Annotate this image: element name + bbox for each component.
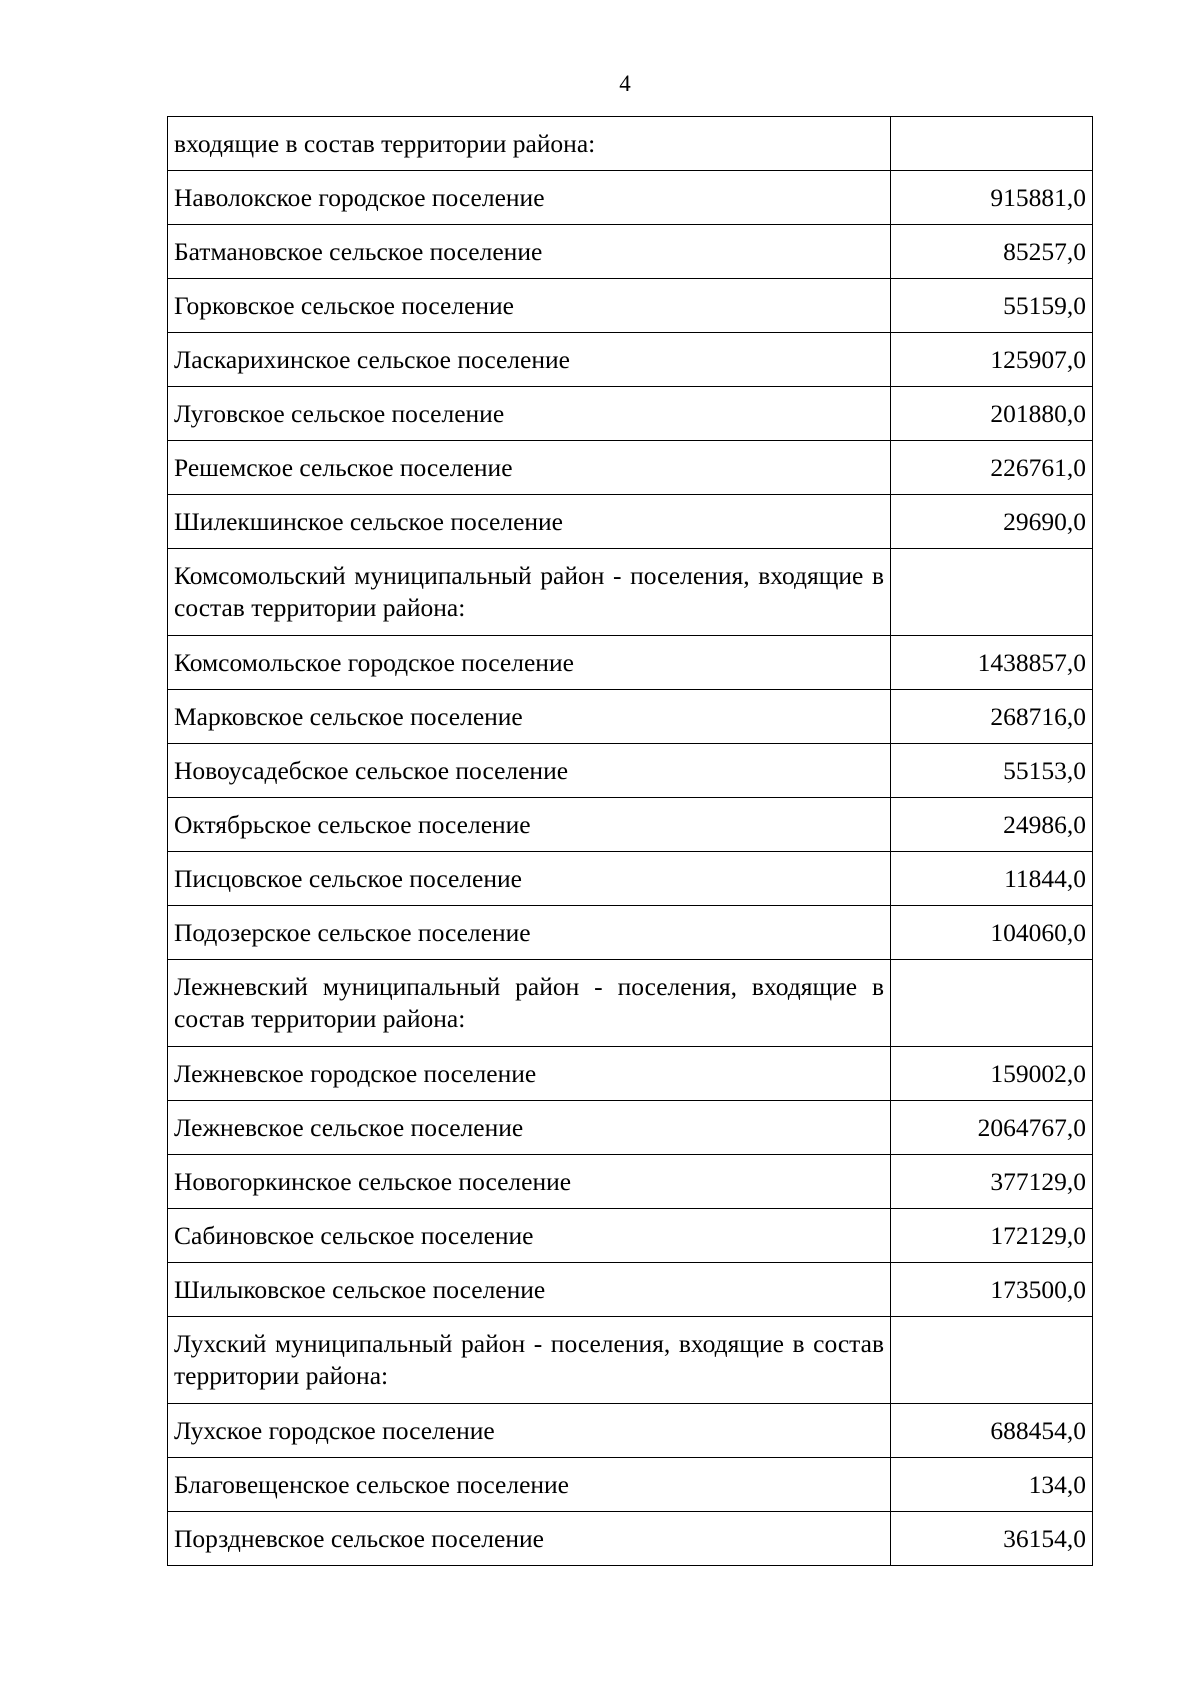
settlement-value	[891, 549, 1093, 636]
settlement-value: 1438857,0	[891, 636, 1093, 690]
table-row	[168, 279, 1093, 333]
settlement-name: Шилыковское сельское поселение	[168, 1263, 891, 1317]
table-row	[168, 906, 1093, 960]
settlement-name: Луговское сельское поселение	[168, 387, 891, 441]
settlement-value: 377129,0	[891, 1155, 1093, 1209]
table-row	[168, 1155, 1093, 1209]
table-row	[168, 690, 1093, 744]
settlements-table	[167, 116, 1093, 1566]
settlement-value: 173500,0	[891, 1263, 1093, 1317]
table-row	[168, 1047, 1093, 1101]
settlement-value: 2064767,0	[891, 1101, 1093, 1155]
district-name: Комсомольский муниципальный район - поселения, входящие в состав территории района:	[168, 549, 891, 636]
settlement-value: 29690,0	[891, 495, 1093, 549]
district-name: Лежневский муниципальный район - поселения, входящие в состав территории района:	[168, 960, 891, 1047]
table-row	[168, 1404, 1093, 1458]
settlement-name: Наволокское городское поселение	[168, 171, 891, 225]
settlement-value: 36154,0	[891, 1512, 1093, 1566]
table-row	[168, 495, 1093, 549]
table-row	[168, 171, 1093, 225]
district-header-row	[168, 549, 1093, 636]
settlement-value: 11844,0	[891, 852, 1093, 906]
district-header-row	[168, 1317, 1093, 1404]
settlement-value: 172129,0	[891, 1209, 1093, 1263]
settlement-name: Новоусадебское сельское поселение	[168, 744, 891, 798]
settlement-name: Порздневское сельское поселение	[168, 1512, 891, 1566]
table-row	[168, 225, 1093, 279]
settlement-value	[891, 1317, 1093, 1404]
settlement-name: Ласкарихинское сельское поселение	[168, 333, 891, 387]
district-name: Лухский муниципальный район - поселения, входящие в состав территории района:	[168, 1317, 891, 1404]
settlement-name: Сабиновское сельское поселение	[168, 1209, 891, 1263]
settlement-value: 85257,0	[891, 225, 1093, 279]
settlement-value	[891, 960, 1093, 1047]
settlement-name: Лухское городское поселение	[168, 1404, 891, 1458]
settlement-value: 55159,0	[891, 279, 1093, 333]
settlement-value: 201880,0	[891, 387, 1093, 441]
table-row	[168, 1458, 1093, 1512]
settlement-name: Батмановское сельское поселение	[168, 225, 891, 279]
settlement-name: Шилекшинское сельское поселение	[168, 495, 891, 549]
table-row	[168, 798, 1093, 852]
settlement-value: 134,0	[891, 1458, 1093, 1512]
settlement-name: Горковское сельское поселение	[168, 279, 891, 333]
table-row	[168, 387, 1093, 441]
settlement-name: Подозерское сельское поселение	[168, 906, 891, 960]
district-header-row	[168, 960, 1093, 1047]
settlement-name: Лежневское городское поселение	[168, 1047, 891, 1101]
settlement-value: 915881,0	[891, 171, 1093, 225]
settlement-name: Октябрьское сельское поселение	[168, 798, 891, 852]
settlement-name: Решемское сельское поселение	[168, 441, 891, 495]
settlement-name: входящие в состав территории района:	[168, 117, 891, 171]
table-row	[168, 333, 1093, 387]
settlement-name: Комсомольское городское поселение	[168, 636, 891, 690]
table-row	[168, 744, 1093, 798]
settlement-value: 268716,0	[891, 690, 1093, 744]
settlement-value: 226761,0	[891, 441, 1093, 495]
settlement-name: Благовещенское сельское поселение	[168, 1458, 891, 1512]
table-row	[168, 1263, 1093, 1317]
table-row	[168, 1512, 1093, 1566]
table-row	[168, 852, 1093, 906]
table-row	[168, 117, 1093, 171]
page-number: 4	[619, 71, 631, 96]
settlement-value: 55153,0	[891, 744, 1093, 798]
settlement-name: Лежневское сельское поселение	[168, 1101, 891, 1155]
settlement-value: 24986,0	[891, 798, 1093, 852]
table-row	[168, 441, 1093, 495]
settlement-value: 104060,0	[891, 906, 1093, 960]
settlement-value: 125907,0	[891, 333, 1093, 387]
table-row	[168, 1209, 1093, 1263]
table-row	[168, 1101, 1093, 1155]
settlement-name: Писцовское сельское поселение	[168, 852, 891, 906]
settlement-value: 688454,0	[891, 1404, 1093, 1458]
settlement-value	[891, 117, 1093, 171]
table-row	[168, 636, 1093, 690]
settlement-value: 159002,0	[891, 1047, 1093, 1101]
settlement-name: Новогоркинское сельское поселение	[168, 1155, 891, 1209]
settlement-name: Марковское сельское поселение	[168, 690, 891, 744]
